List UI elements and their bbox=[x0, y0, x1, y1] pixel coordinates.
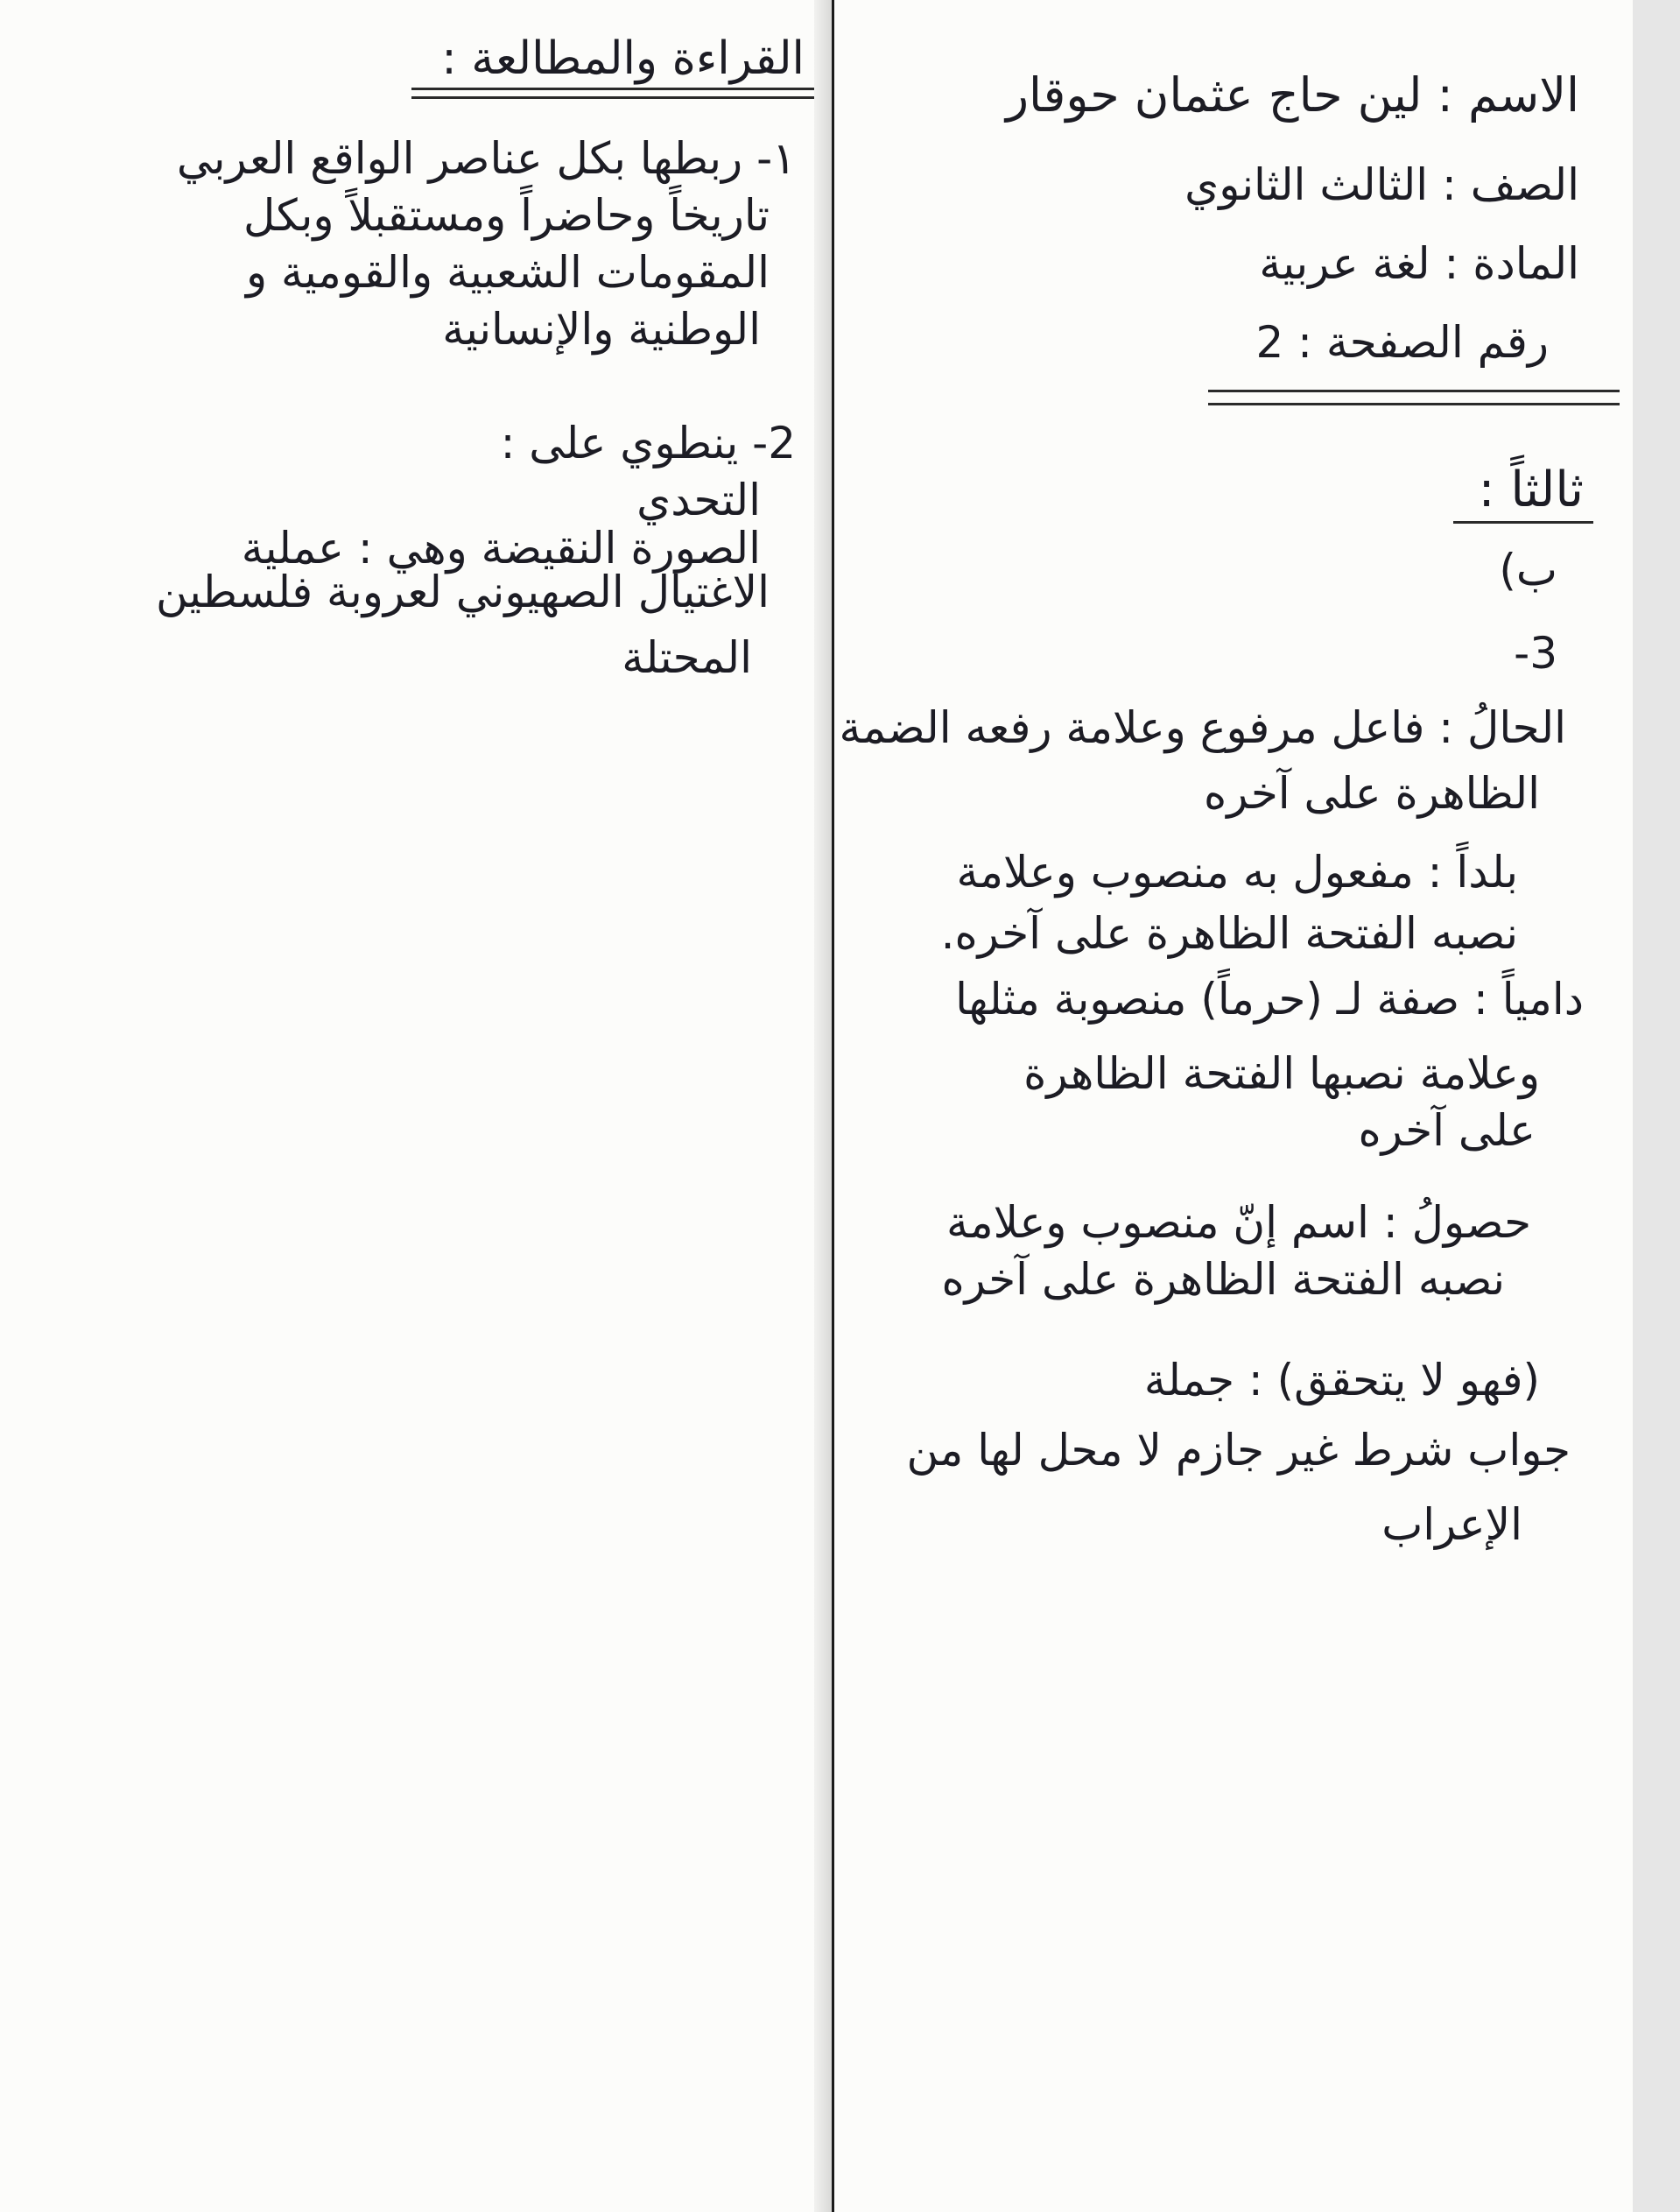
item-number: 3- bbox=[1514, 628, 1557, 679]
page-number: رقم الصفحة : 2 bbox=[1255, 317, 1549, 368]
q1-line-4: الوطنية والإنسانية bbox=[442, 304, 761, 355]
analysis-line-3: بلداً : مفعول به منصوب وعلامة bbox=[956, 847, 1518, 898]
analysis-line-8: حصولُ : اسم إنّ منصوب وعلامة bbox=[946, 1197, 1531, 1248]
page-fold bbox=[814, 0, 833, 2212]
header-rule-1 bbox=[1208, 390, 1620, 392]
analysis-line-2: الظاهرة على آخره bbox=[1204, 768, 1540, 819]
heading-underline-2 bbox=[411, 96, 814, 99]
heading-underline bbox=[411, 88, 814, 90]
analysis-line-1: الحالُ : فاعل مرفوع وعلامة رفعه الضمة bbox=[839, 702, 1566, 753]
page-edge-shadow bbox=[1633, 0, 1680, 2212]
q2-line-2: التحدي bbox=[636, 475, 761, 525]
q1-line-2: تاريخاً وحاضراً ومستقبلاً وبكل bbox=[243, 190, 770, 241]
analysis-line-12: الإعراب bbox=[1381, 1499, 1522, 1550]
q2-line-5: المحتلة bbox=[622, 632, 752, 683]
section-underline bbox=[1453, 521, 1593, 524]
reading-heading: القراءة والمطالعة : bbox=[441, 32, 805, 85]
q1-line-1: ١- ربطها بكل عناصر الواقع العربي bbox=[176, 133, 796, 184]
q1-line-3: المقومات الشعبية والقومية و bbox=[246, 247, 770, 298]
analysis-line-10: (فهو لا يتحقق) : جملة bbox=[1143, 1355, 1540, 1405]
analysis-line-6: وعلامة نصبها الفتحة الظاهرة bbox=[1023, 1048, 1540, 1099]
q2-line-3: الصورة النقيضة وهي : عملية bbox=[241, 523, 761, 574]
section-title: ثالثاً : bbox=[1478, 461, 1584, 518]
student-class: الصف : الثالث الثانوي bbox=[1184, 159, 1579, 210]
analysis-line-4: نصبه الفتحة الظاهرة على آخره. bbox=[940, 908, 1518, 959]
q2-line-1: 2- ينطوي على : bbox=[500, 418, 796, 468]
q2-line-4: الاغتيال الصهيوني لعروبة فلسطين bbox=[155, 567, 770, 617]
student-name: الاسم : لين حاج عثمان حوقار bbox=[1005, 67, 1579, 123]
header-rule-2 bbox=[1208, 403, 1620, 405]
analysis-line-7: على آخره bbox=[1358, 1105, 1536, 1156]
analysis-line-9: نصبه الفتحة الظاهرة على آخره bbox=[941, 1254, 1505, 1305]
analysis-line-5: دامياً : صفة لـ (حرماً) منصوبة مثلها bbox=[955, 974, 1584, 1025]
sub-item: ب) bbox=[1499, 545, 1557, 595]
analysis-line-11: جواب شرط غير جازم لا محل لها من bbox=[906, 1425, 1571, 1476]
subject: المادة : لغة عربية bbox=[1259, 238, 1579, 289]
